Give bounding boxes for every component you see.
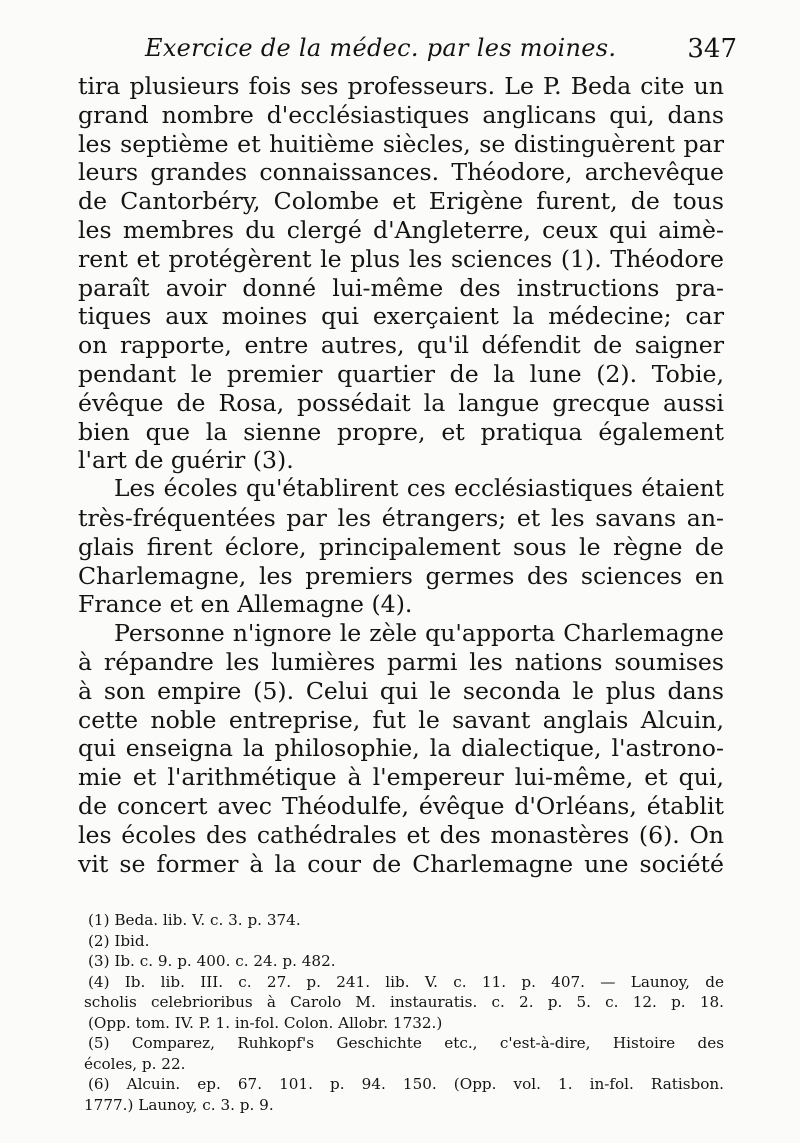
- footnote-line: (6) Alcuin. ep. 67. 101. p. 94. 150. (Opp. vol. 1. in-fol. Ratisbon.: [88, 1075, 724, 1093]
- paragraph-end-line: l'art de guérir (3).: [78, 446, 294, 475]
- footnote-line: (Opp. tom. IV. P. 1. in-fol. Colon. Allobr. 1732.): [88, 1013, 443, 1032]
- running-head: [145, 34, 745, 68]
- body-line: pendant le premier quartier de la lune (2). Tobie,: [78, 359, 724, 388]
- body-line: rent et protégèrent le plus les sciences (1). Théodore: [78, 244, 724, 273]
- paragraph-end-line: France et en Allemagne (4).: [78, 590, 413, 619]
- body-line: tira plusieurs fois ses professeurs. Le P. Beda cite un: [78, 72, 724, 100]
- body-line: qui enseigna la philosophie, la dialectique, l'astrono-: [78, 734, 724, 763]
- footnote-line: scholis celebrioribus à Carolo M. instauratis. c. 2. p. 5. c. 12. p. 18.: [84, 993, 724, 1011]
- footnote-line: (5) Comparez, Ruhkopf's Geschichte etc., c'est-à-dire, Histoire des: [88, 1034, 724, 1052]
- footnotes: [84, 910, 724, 1115]
- body-line: glais firent éclore, principalement sous le règne de: [78, 532, 724, 561]
- footnote-line: écoles, p. 22.: [84, 1054, 186, 1073]
- body-line: évêque de Rosa, possédait la langue grecque aussi: [78, 388, 724, 417]
- running-title: Exercice de la médec. par les moines.: [145, 34, 617, 62]
- body-line: à son empire (5). Celui qui le seconda le plus dans: [78, 676, 724, 705]
- paragraph-start-line: Les écoles qu'établirent ces ecclésiastiques étaient: [114, 475, 724, 503]
- body-line: les membres du clergé d'Angleterre, ceux qui aimè-: [78, 215, 724, 244]
- body-line: de concert avec Théodulfe, évêque d'Orléans, établit: [78, 791, 724, 820]
- body-line: tiques aux moines qui exerçaient la médecine; car: [78, 302, 724, 331]
- footnote-line: (1) Beda. lib. V. c. 3. p. 374.: [88, 911, 301, 929]
- body-line: leurs grandes connaissances. Théodore, archevêque: [78, 158, 724, 187]
- page-number: 347: [687, 34, 737, 64]
- footnote-line: 1777.) Launoy, c. 3. p. 9.: [84, 1095, 274, 1114]
- body-text: [78, 72, 724, 878]
- body-line: de Cantorbéry, Colombe et Erigène furent, de tous: [78, 187, 724, 216]
- footnote-line: (4) Ib. lib. III. c. 27. p. 241. lib. V. c. 11. p. 407. — Launoy, de: [88, 972, 724, 991]
- body-line: grand nombre d'ecclésiastiques anglicans qui, dans: [78, 100, 724, 129]
- body-line: cette noble entreprise, fut le savant anglais Alcuin,: [78, 705, 724, 734]
- footnote-line: (3) Ib. c. 9. p. 400. c. 24. p. 482.: [88, 952, 336, 970]
- body-line: les écoles des cathédrales et des monastères (6). On: [78, 820, 724, 849]
- body-line: on rapporte, entre autres, qu'il défendit de saigner: [78, 331, 724, 360]
- body-line: très-fréquentées par les étrangers; et les savans an-: [78, 503, 724, 532]
- body-line: mie et l'arithmétique à l'empereur lui-même, et qui,: [78, 763, 724, 792]
- footnote-line: (2) Ibid.: [88, 931, 150, 950]
- body-line: bien que la sienne propre, et pratiqua également: [78, 417, 724, 446]
- paragraph-start-line: Personne n'ignore le zèle qu'apporta Charlemagne: [114, 619, 724, 648]
- body-line: à répandre les lumières parmi les nations soumises: [78, 647, 724, 676]
- body-line: paraît avoir donné lui-même des instructions pra-: [78, 273, 724, 302]
- body-line: les septième et huitième siècles, se distinguèrent par: [78, 129, 724, 158]
- body-line: Charlemagne, les premiers germes des sciences en: [78, 561, 724, 590]
- body-line: vit se former à la cour de Charlemagne une société: [78, 849, 724, 878]
